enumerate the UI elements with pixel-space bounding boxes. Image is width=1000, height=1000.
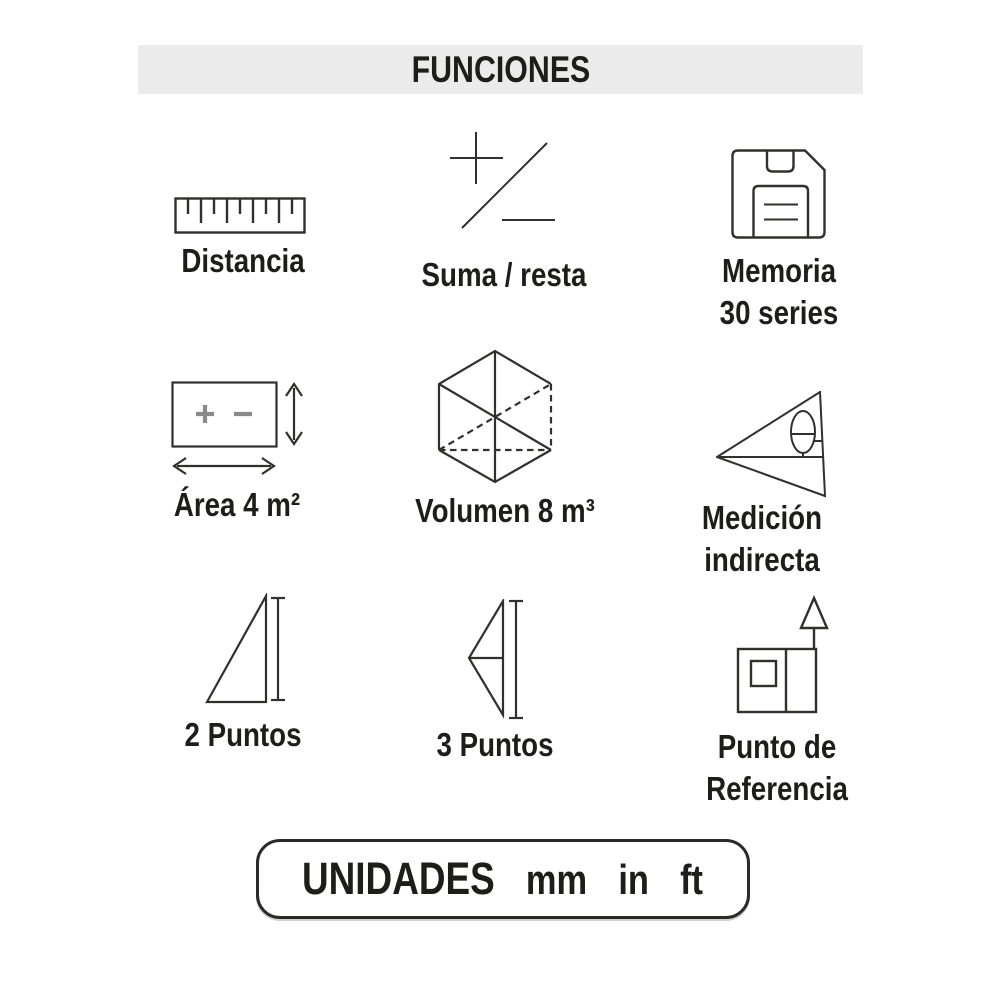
plus-minus-slash-icon [450,132,556,230]
feature-label-distancia: Distancia [181,242,305,279]
units-bar-content [302,853,703,905]
unit-mm: mm [526,856,588,903]
feature-label-2-puntos: 2 Puntos [184,716,302,753]
floppy-disk-icon [731,149,827,240]
units-label: UNIDADES [302,853,496,904]
feature-label-area: Área 4 m² [173,486,301,523]
area-rectangle-arrows-icon [171,381,307,477]
feature-label-suma-resta: Suma / resta [421,256,587,293]
unit-ft: ft [680,856,704,903]
feature-label-medicion-indirecta: Medición indirecta [701,499,823,578]
cube-wireframe-icon [437,349,553,484]
indirect-measure-triangle-icon [716,391,831,498]
feature-label-memoria: Memoria 30 series [719,252,839,331]
three-points-triangle-icon [467,599,525,720]
reference-point-house-icon [736,594,832,716]
feature-label-3-puntos: 3 Puntos [436,726,554,763]
feature-label-punto-referencia: Punto de Referencia [706,728,848,807]
page-title: FUNCIONES [411,48,590,90]
units-bar [256,839,750,919]
ruler-icon [174,197,306,234]
feature-label-volumen: Volumen 8 m³ [415,492,595,529]
unit-in: in [618,856,650,903]
header-banner [138,45,863,94]
two-points-triangle-icon [204,593,288,705]
